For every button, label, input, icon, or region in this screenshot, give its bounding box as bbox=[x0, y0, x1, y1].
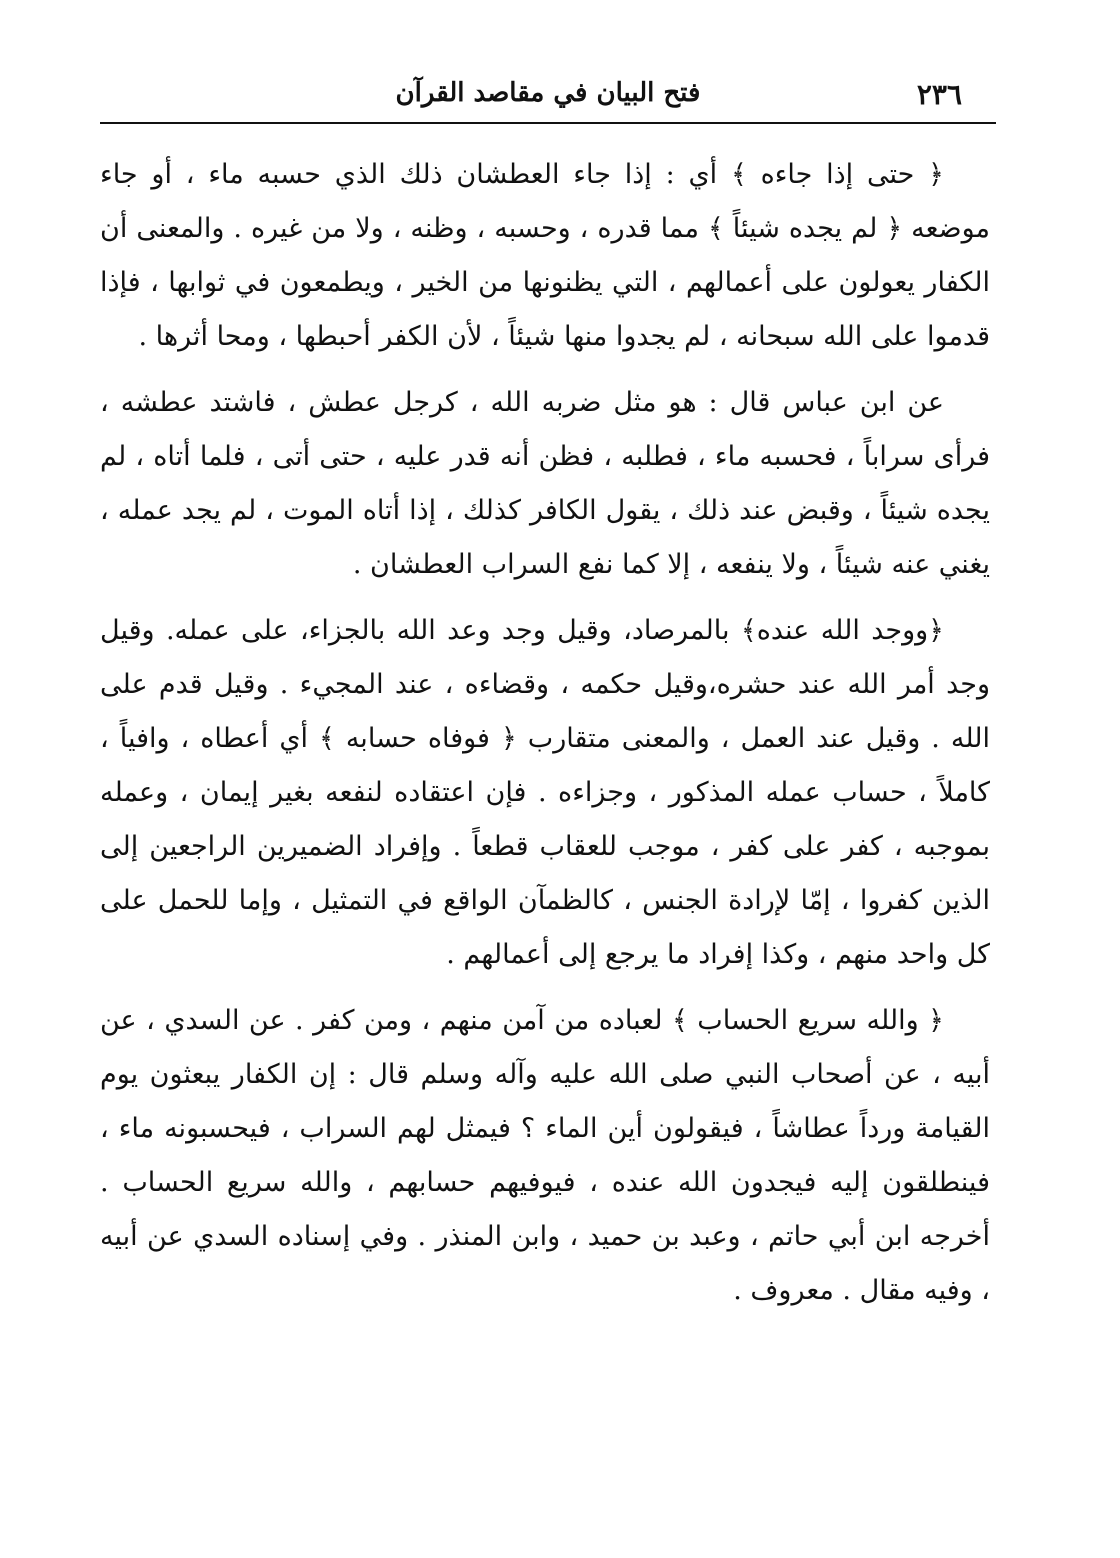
paragraph: ﴿ووجد الله عنده﴾ بالمرصاد، وقيل وجد وعد الله بالجزاء، على عمله. وقيل وجد أمر الله عند حشره،وقيل حكمه ، وقضاءه ، عند المجيء . وقيل قدم على الله . وقيل عند العمل ، والمعنى متقارب ﴿ فوفاه حسابه ﴾ أي أعطاه ، وافياً ، كاملاً ، حساب عمله المذكور ، وجزاءه . فإن اعتقاده لنفعه بغير إيمان ، وعمله بموجبه ، كفر على كفر ، موجب للعقاب قطعاً . وإفراد الضميرين الراجعين إلى الذين كفروا ، إمّا لإرادة الجنس ، كالظمآن الواقع في التمثيل ، وإما للحمل على كل واحد منهم ، وكذا إفراد ما يرجع إلى أعمالهم . bbox=[100, 615, 990, 970]
page-body bbox=[100, 148, 990, 1318]
paragraph: عن ابن عباس قال : هو مثل ضربه الله ، كرجل عطش ، فاشتد عطشه ، فرأى سراباً ، فحسبه ماء ، فطلبه ، فظن أنه قدر عليه ، حتى أتى ، فلما أتاه ، لم يجده شيئاً ، وقبض عند ذلك ، يقول الكافر كذلك ، إذا أتاه الموت ، لم يجد عمله ، يغني عنه شيئاً ، ولا ينفعه ، إلا كما نفع السراب العطشان . bbox=[100, 387, 990, 580]
book-title: فتح البيان في مقاصد القرآن bbox=[395, 78, 701, 108]
page-number: ٢٣٦ bbox=[916, 78, 962, 111]
paragraph: ﴿ حتى إذا جاءه ﴾ أي : إذا جاء العطشان ذلك الذي حسبه ماء ، أو جاء موضعه ﴿ لم يجده شيئاً ﴾ مما قدره ، وحسبه ، وظنه ، ولا من غيره . والمعنى أن الكفار يعولون على أعمالهم ، التي يظنونها من الخير ، ويطمعون في ثوابها ، فإذا قدموا على الله سبحانه ، لم يجدوا منها شيئاً ، لأن الكفر أحبطها ، ومحا أثرها . bbox=[100, 159, 990, 352]
page-header bbox=[100, 72, 996, 124]
paragraph: ﴿ والله سريع الحساب ﴾ لعباده من آمن منهم ، ومن كفر . عن السدي ، عن أبيه ، عن أصحاب النبي صلى الله عليه وآله وسلم قال : إن الكفار يبعثون يوم القيامة ورداً عطاشاً ، فيقولون أين الماء ؟ فيمثل لهم السراب ، فيحسبونه ماء ، فينطلقون إليه فيجدون الله عنده ، فيوفيهم حسابهم ، والله سريع الحساب . أخرجه ابن أبي حاتم ، وعبد بن حميد ، وابن المنذر . وفي إسناده السدي عن أبيه ، وفيه مقال . معروف . bbox=[100, 1005, 991, 1306]
